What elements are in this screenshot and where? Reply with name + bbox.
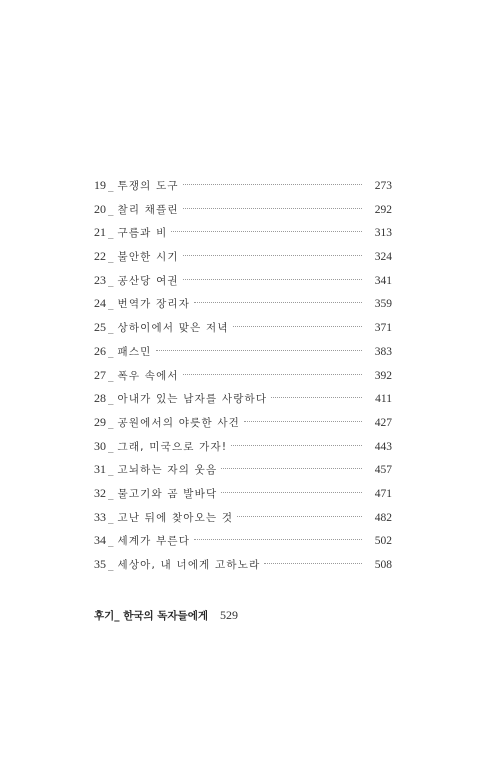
chapter-number: 24 [94,296,106,311]
chapter-separator: _ [108,510,114,524]
toc-entry[interactable] [94,364,392,388]
chapter-separator: _ [108,415,114,429]
chapter-separator: _ [108,439,114,453]
page-number: 443 [374,440,392,453]
chapter-title: 고난 뒤에 찾아오는 것 [117,511,234,524]
dot-leader [237,516,362,517]
dot-leader [244,421,362,422]
chapter-number: 27 [94,367,106,382]
chapter-title: 물고기와 곰 발바닥 [117,487,218,500]
chapter-title: 찰리 채플린 [117,203,179,216]
chapter-separator: _ [108,368,114,382]
page-number: 502 [374,535,392,548]
dot-leader [156,350,362,351]
chapter-number: 20 [94,201,106,216]
chapter-separator: _ [108,273,114,287]
chapter-number: 30 [94,438,106,453]
chapter-title: 공산당 여권 [117,274,179,287]
dot-leader [264,563,362,564]
chapter-number: 29 [94,414,106,429]
toc-entry[interactable] [94,506,392,530]
chapter-number: 34 [94,533,106,548]
page-number: 508 [374,559,392,571]
chapter-separator: _ [108,321,114,335]
chapter-number: 19 [94,178,106,192]
dot-leader [183,279,362,280]
chapter-title: 번역가 장리자 [117,298,191,311]
dot-leader [271,397,362,398]
toc-entry[interactable] [94,245,392,269]
dot-leader [221,492,362,493]
toc-entry[interactable] [94,340,392,364]
dot-leader [183,255,362,256]
chapter-number: 26 [94,343,106,358]
chapter-title: 공원에서의 야릇한 사건 [117,416,241,429]
afterword-entry[interactable] [94,608,238,623]
page-number: 427 [374,416,392,429]
page-number: 313 [374,227,392,240]
chapter-separator: _ [108,179,114,192]
chapter-separator: _ [108,250,114,264]
page-number: 457 [374,464,392,477]
chapter-title: 세계가 부른다 [117,535,191,548]
toc-entry[interactable] [94,529,392,553]
table-of-contents [94,174,392,577]
chapter-title: 아내가 있는 남자를 사랑하다 [117,393,268,406]
dot-leader [171,231,362,232]
chapter-separator: _ [108,486,114,500]
page-number: 292 [374,203,392,216]
dot-leader [183,374,362,375]
page-number: 341 [374,274,392,287]
dot-leader [194,302,362,303]
page-number: 392 [374,369,392,382]
toc-entry[interactable] [94,292,392,316]
page-number: 371 [374,322,392,335]
afterword-page-number: 529 [220,608,238,622]
chapter-number: 28 [94,391,106,406]
chapter-number: 23 [94,272,106,287]
afterword-title: 후기_ 한국의 독자들에게 [94,610,208,622]
toc-entry[interactable] [94,387,392,411]
toc-entry[interactable] [94,411,392,435]
chapter-separator: _ [108,297,114,311]
page-number: 273 [374,180,392,192]
toc-entry[interactable] [94,316,392,340]
chapter-number: 22 [94,249,106,264]
chapter-separator: _ [108,558,114,571]
page-number: 482 [374,511,392,524]
dot-leader [183,208,362,209]
page-number: 383 [374,345,392,358]
chapter-separator: _ [108,226,114,240]
toc-entry[interactable] [94,458,392,482]
toc-entry[interactable] [94,174,392,198]
page-number: 411 [375,393,392,406]
chapter-title: 상하이에서 맞은 저녁 [117,322,229,335]
chapter-title: 폭우 속에서 [117,369,179,382]
toc-entry[interactable] [94,435,392,459]
dot-leader [183,184,362,185]
page-number: 471 [374,487,392,500]
chapter-separator: _ [108,202,114,216]
chapter-title: 투쟁의 도구 [117,180,179,192]
dot-leader [194,539,362,540]
chapter-title: 그래, 미국으로 가자! [117,440,228,453]
chapter-title: 세상아, 내 너에게 고하노라 [117,559,261,571]
chapter-title: 불안한 시기 [117,251,179,264]
chapter-title: 구름과 비 [117,227,168,240]
chapter-separator: _ [108,344,114,358]
chapter-separator: _ [108,534,114,548]
toc-entry[interactable] [94,198,392,222]
chapter-title: 고뇌하는 자의 웃음 [117,464,218,477]
page-number: 359 [374,298,392,311]
toc-entry[interactable] [94,221,392,245]
chapter-number: 33 [94,509,106,524]
chapter-number: 35 [94,557,106,571]
toc-entry[interactable] [94,553,392,577]
chapter-number: 25 [94,320,106,335]
chapter-number: 31 [94,462,106,477]
toc-entry[interactable] [94,482,392,506]
dot-leader [233,326,362,327]
chapter-number: 21 [94,225,106,240]
toc-entry[interactable] [94,269,392,293]
dot-leader [221,468,362,469]
chapter-separator: _ [108,463,114,477]
chapter-title: 패스민 [117,345,152,358]
chapter-number: 32 [94,485,106,500]
chapter-separator: _ [108,392,114,406]
dot-leader [231,445,362,446]
page-number: 324 [374,251,392,264]
